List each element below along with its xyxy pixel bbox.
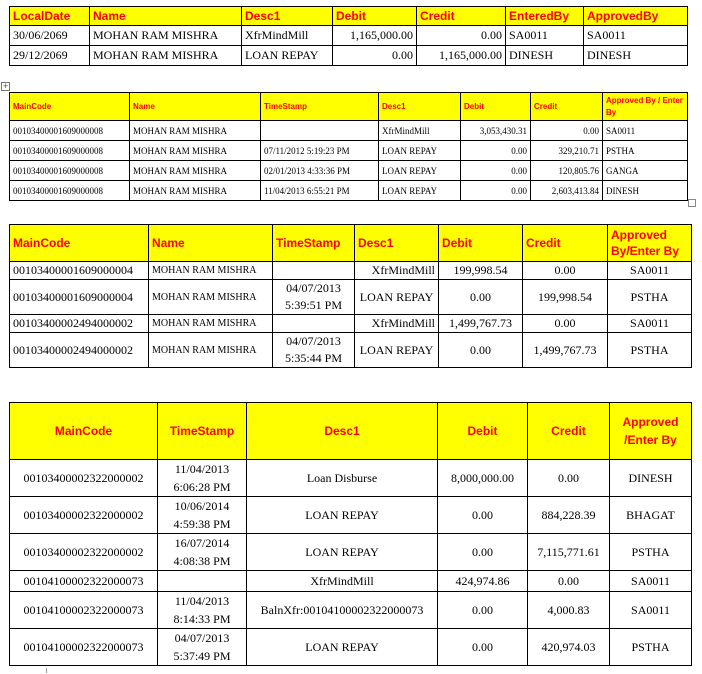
cell-timestamp: 11/04/2013 8:14:33 PM (158, 592, 247, 629)
col-header-name: Name (90, 7, 242, 26)
text-cursor (46, 668, 47, 673)
cell-desc1: LOAN REPAY (247, 534, 438, 571)
cell-maincode: 00103400002322000002 (10, 534, 158, 571)
cell-desc1: LOAN REPAY (355, 280, 439, 315)
table-resize-handle-icon[interactable] (688, 199, 696, 207)
col-header-maincode: MainCode (10, 403, 158, 460)
cell-debit: 424,974.86 (438, 571, 528, 592)
cell-timestamp: 11/04/2013 6:55:21 PM (261, 181, 379, 201)
cell-desc1: XfrMindMill (379, 121, 461, 141)
cell-timestamp: 11/04/2013 6:06:28 PM (158, 460, 247, 497)
table-row (10, 46, 688, 66)
cell-desc1: LOAN REPAY (355, 333, 439, 368)
cell-timestamp: 02/01/2013 4:33:36 PM (261, 161, 379, 181)
cell-approved-by: SA0011 (610, 571, 692, 592)
cell-credit: 120,805.76 (531, 161, 603, 181)
table-row (10, 161, 688, 181)
cell-debit: 0.00 (461, 141, 531, 161)
cell-enteredby: SA0011 (506, 26, 584, 46)
cell-desc1: LOAN REPAY (247, 497, 438, 534)
cell-credit: 4,000.83 (528, 592, 610, 629)
cell-timestamp (158, 571, 247, 592)
cell-debit: 199,998.54 (439, 262, 523, 280)
cell-credit: 884,228.39 (528, 497, 610, 534)
transactions-table-2 (9, 92, 688, 201)
cell-timestamp (273, 262, 355, 280)
col-header-approved-by: Approved By/Enter By (608, 225, 692, 262)
cell-debit: 0.00 (461, 181, 531, 201)
cell-maincode: 00103400001609000008 (10, 121, 130, 141)
col-header-enteredby: EnteredBy (506, 7, 584, 26)
cell-name: MOHAN RAM MISHRA (130, 121, 261, 141)
cell-timestamp: 07/11/2012 5:19:23 PM (261, 141, 379, 161)
col-header-timestamp: TimeStamp (273, 225, 355, 262)
cell-desc1: XfrMindMill (247, 571, 438, 592)
col-header-credit: Credit (528, 403, 610, 460)
table-row (10, 571, 692, 592)
cell-maincode: 00103400002494000002 (10, 333, 149, 368)
col-header-localdate: LocalDate (10, 7, 90, 26)
cell-approvedby: SA0011 (584, 26, 688, 46)
cell-desc1: XfrMindMill (355, 262, 439, 280)
table-row (10, 262, 692, 280)
cell-desc1: BalnXfr:00104100002322000073 (247, 592, 438, 629)
col-header-desc1: Desc1 (379, 93, 461, 121)
cell-maincode: 00103400001609000004 (10, 280, 149, 315)
cell-credit: 1,499,767.73 (523, 333, 608, 368)
cell-approvedby: DINESH (584, 46, 688, 66)
transactions-table-1 (9, 6, 688, 66)
cell-approved-by: PSTHA (610, 534, 692, 571)
cell-localdate: 29/12/2069 (10, 46, 90, 66)
cell-debit: 0.00 (439, 333, 523, 368)
cell-approved-by: PSTHA (603, 141, 688, 161)
col-header-credit: Credit (523, 225, 608, 262)
table-row (10, 592, 692, 629)
cell-approved-by: SA0011 (608, 315, 692, 333)
table-row (10, 280, 692, 315)
cell-desc1: LOAN REPAY (379, 181, 461, 201)
transactions-table-3 (9, 224, 692, 368)
col-header-approved-by: Approved /Enter By (610, 403, 692, 460)
cell-timestamp: 10/06/2014 4:59:38 PM (158, 497, 247, 534)
cell-credit: 0.00 (531, 121, 603, 141)
cell-credit: 0.00 (523, 315, 608, 333)
cell-maincode: 00104100002322000073 (10, 571, 158, 592)
cell-credit: 0.00 (528, 460, 610, 497)
cell-maincode: 00103400002322000002 (10, 497, 158, 534)
cell-credit: 420,974.03 (528, 629, 610, 666)
cell-maincode: 00104100002322000073 (10, 592, 158, 629)
table-header-row (10, 403, 692, 460)
col-header-credit: Credit (417, 7, 506, 26)
cell-debit: 1,165,000.00 (333, 26, 417, 46)
col-header-approvedby: ApprovedBy (584, 7, 688, 26)
col-header-name: Name (149, 225, 273, 262)
col-header-debit: Debit (333, 7, 417, 26)
cell-desc1: LOAN REPAY (379, 141, 461, 161)
col-header-timestamp: TimeStamp (158, 403, 247, 460)
col-header-approved-by: Approved By / Enter By (603, 93, 688, 121)
col-header-maincode: MainCode (10, 93, 130, 121)
cell-timestamp: 04/07/2013 5:39:51 PM (273, 280, 355, 315)
cell-debit: 0.00 (461, 161, 531, 181)
cell-name: MOHAN RAM MISHRA (90, 46, 242, 66)
cell-name: MOHAN RAM MISHRA (149, 262, 273, 280)
cell-approved-by: BHAGAT (610, 497, 692, 534)
cell-credit: 1,165,000.00 (417, 46, 506, 66)
cell-approved-by: GANGA (603, 161, 688, 181)
cell-credit: 0.00 (528, 571, 610, 592)
cell-credit: 329,210.71 (531, 141, 603, 161)
cell-debit: 3,053,430.31 (461, 121, 531, 141)
cell-approved-by: DINESH (610, 460, 692, 497)
col-header-debit: Debit (461, 93, 531, 121)
cell-debit: 0.00 (438, 534, 528, 571)
cell-name: MOHAN RAM MISHRA (149, 333, 273, 368)
cell-approved-by: SA0011 (603, 121, 688, 141)
cell-name: MOHAN RAM MISHRA (130, 141, 261, 161)
col-header-debit: Debit (438, 403, 528, 460)
table-row (10, 121, 688, 141)
table-header-row (10, 225, 692, 262)
cell-maincode: 00103400002322000002 (10, 460, 158, 497)
table-row (10, 629, 692, 666)
col-header-credit: Credit (531, 93, 603, 121)
cell-credit: 0.00 (417, 26, 506, 46)
col-header-desc1: Desc1 (355, 225, 439, 262)
cell-maincode: 00103400001609000008 (10, 141, 130, 161)
table-header-row (10, 7, 688, 26)
cell-debit: 0.00 (333, 46, 417, 66)
cell-desc1: XfrMindMill (242, 26, 333, 46)
table-move-handle-icon[interactable]: + (2, 82, 9, 90)
cell-enteredby: DINESH (506, 46, 584, 66)
cell-approved-by: SA0011 (610, 592, 692, 629)
cell-timestamp (261, 121, 379, 141)
cell-maincode: 00103400001609000004 (10, 262, 149, 280)
table-row (10, 181, 688, 201)
table-row (10, 534, 692, 571)
col-header-timestamp: TimeStamp (261, 93, 379, 121)
table-row (10, 315, 692, 333)
cell-timestamp (273, 315, 355, 333)
cell-timestamp: 04/07/2013 5:37:49 PM (158, 629, 247, 666)
cell-maincode: 00104100002322000073 (10, 629, 158, 666)
cell-debit: 0.00 (438, 629, 528, 666)
table-row (10, 460, 692, 497)
cell-approved-by: SA0011 (608, 262, 692, 280)
cell-approved-by: PSTHA (610, 629, 692, 666)
cell-credit: 0.00 (523, 262, 608, 280)
cell-timestamp: 16/07/2014 4:08:38 PM (158, 534, 247, 571)
cell-desc1: Loan Disburse (247, 460, 438, 497)
cell-maincode: 00103400002494000002 (10, 315, 149, 333)
cell-debit: 0.00 (438, 592, 528, 629)
cell-approved-by: PSTHA (608, 333, 692, 368)
table-row (10, 497, 692, 534)
cell-debit: 0.00 (439, 280, 523, 315)
cell-approved-by: DINESH (603, 181, 688, 201)
cell-credit: 199,998.54 (523, 280, 608, 315)
cell-debit: 8,000,000.00 (438, 460, 528, 497)
cell-desc1: XfrMindMill (355, 315, 439, 333)
cell-name: MOHAN RAM MISHRA (130, 161, 261, 181)
cell-localdate: 30/06/2069 (10, 26, 90, 46)
table-row (10, 333, 692, 368)
cell-approved-by: PSTHA (608, 280, 692, 315)
table-row (10, 26, 688, 46)
col-header-name: Name (130, 93, 261, 121)
cell-timestamp: 04/07/2013 5:35:44 PM (273, 333, 355, 368)
table-row (10, 141, 688, 161)
table-header-row (10, 93, 688, 121)
cell-name: MOHAN RAM MISHRA (90, 26, 242, 46)
cell-name: MOHAN RAM MISHRA (130, 181, 261, 201)
cell-maincode: 00103400001609000008 (10, 161, 130, 181)
cell-name: MOHAN RAM MISHRA (149, 280, 273, 315)
col-header-desc1: Desc1 (242, 7, 333, 26)
cell-desc1: LOAN REPAY (242, 46, 333, 66)
col-header-debit: Debit (439, 225, 523, 262)
cell-desc1: LOAN REPAY (379, 161, 461, 181)
cell-debit: 0.00 (438, 497, 528, 534)
col-header-maincode: MainCode (10, 225, 149, 262)
transactions-table-4 (9, 402, 692, 666)
cell-credit: 2,603,413.84 (531, 181, 603, 201)
cell-debit: 1,499,767.73 (439, 315, 523, 333)
cell-name: MOHAN RAM MISHRA (149, 315, 273, 333)
cell-desc1: LOAN REPAY (247, 629, 438, 666)
cell-maincode: 00103400001609000008 (10, 181, 130, 201)
col-header-desc1: Desc1 (247, 403, 438, 460)
cell-credit: 7,115,771.61 (528, 534, 610, 571)
